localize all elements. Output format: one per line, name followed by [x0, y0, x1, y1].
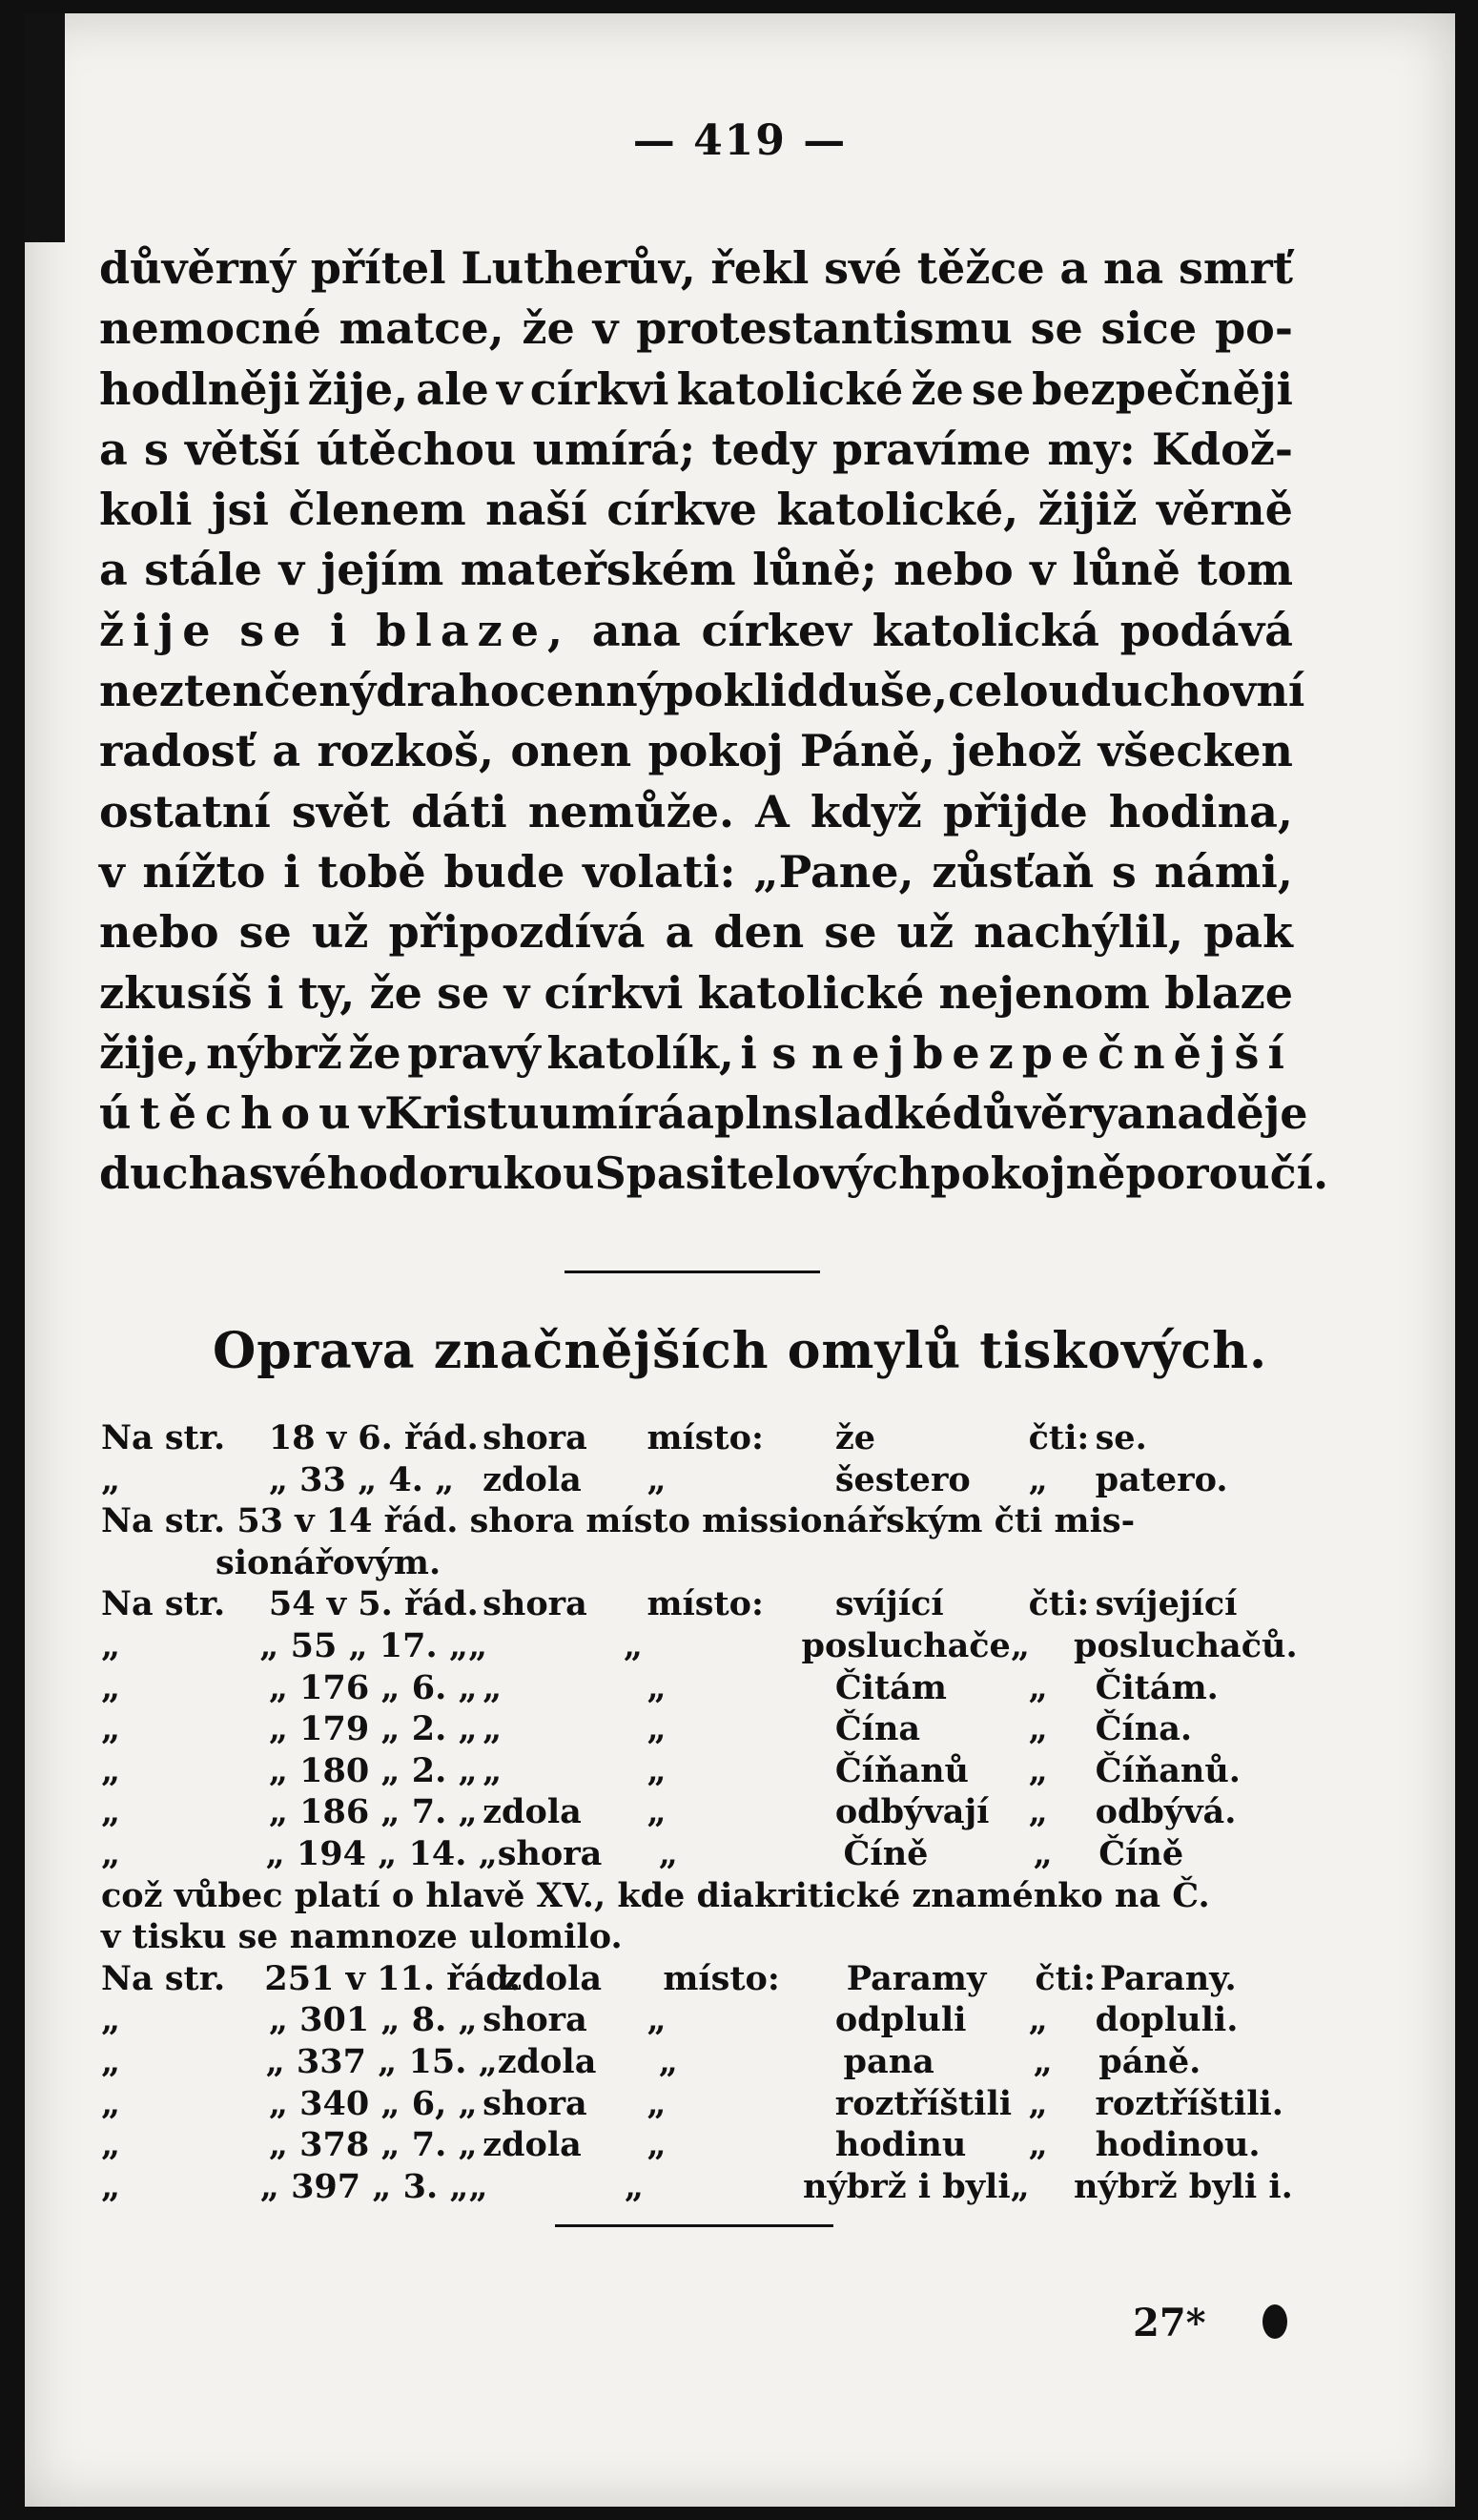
errata-cell: „ — [101, 2083, 121, 2123]
text-line — [99, 540, 1293, 600]
errata-cell: se. — [1095, 1418, 1147, 1457]
errata-cell: shora — [482, 2000, 587, 2040]
errata-cell: „ — [482, 1750, 503, 1790]
errata-cell: „ — [482, 1709, 503, 1749]
errata-cell: „ 179 „ 2. „ — [268, 1709, 478, 1749]
main-paragraph — [99, 238, 1329, 1205]
errata-cell: „ — [1033, 1833, 1053, 1873]
errata-cell: „ — [101, 2125, 121, 2165]
word: hodina, — [1108, 785, 1293, 837]
errata-cell: „ 55 „ 17. „ — [259, 1625, 469, 1665]
text-line — [99, 1023, 1293, 1084]
word: pokoj — [647, 725, 784, 777]
errata-row — [101, 1833, 1283, 1875]
errata-cell: „ — [658, 1833, 678, 1873]
errata-cell: Čitám — [834, 1667, 947, 1707]
text-line — [99, 299, 1293, 359]
word: a — [99, 423, 128, 475]
word: naší — [485, 484, 587, 536]
word: pokojně — [930, 1147, 1126, 1200]
word: připozdívá — [388, 906, 646, 959]
word: pravíme — [831, 423, 1032, 475]
word: mateřském — [460, 544, 736, 596]
text-line — [99, 420, 1293, 480]
word: žijiž — [1037, 484, 1138, 536]
errata-cell: roztříštili. — [1095, 2083, 1283, 2123]
word: všecken — [1098, 725, 1293, 777]
word: nemocné — [99, 302, 321, 355]
errata-row — [101, 1459, 1283, 1501]
errata-row — [101, 1791, 1283, 1833]
errata-cell: „ — [1028, 1667, 1048, 1707]
word: drahocenný — [376, 665, 664, 717]
text-line — [99, 963, 1293, 1023]
errata-cell: „ — [482, 1667, 503, 1707]
errata-cell: odpluli — [834, 2000, 967, 2040]
errata-cell: Čitám. — [1095, 1667, 1219, 1707]
errata-cell: čti: — [1028, 1584, 1090, 1624]
word: nejbezpečnější — [811, 1026, 1293, 1079]
errata-cell: místo: — [663, 1958, 780, 1998]
word: ostatní — [99, 785, 271, 837]
word: své — [824, 242, 903, 294]
word: A — [755, 785, 790, 837]
errata-cell: zdola — [503, 1958, 603, 1998]
word: nebo — [893, 544, 1014, 596]
word: v — [278, 544, 305, 596]
word: Páně, — [799, 725, 935, 777]
errata-cell: posluchačů. — [1074, 1625, 1298, 1665]
word: ale — [416, 362, 489, 415]
word: církve — [606, 484, 757, 536]
word: se — [437, 966, 490, 1019]
errata-cell: 18 v 6. řád. — [268, 1418, 479, 1457]
text-line — [99, 480, 1293, 540]
errata-cell: páně. — [1098, 2041, 1201, 2081]
errata-cell: zdola — [482, 1459, 582, 1499]
errata-row — [101, 1417, 1283, 1459]
word: se — [824, 906, 877, 959]
errata-cell: „ — [468, 2166, 488, 2206]
errata-cell: Na str. — [101, 1418, 226, 1457]
errata-cell: „ — [1028, 1709, 1048, 1749]
errata-cell: shora — [482, 1584, 587, 1624]
word: i — [283, 845, 300, 898]
errata-cell: „ — [647, 2083, 667, 2123]
word: zůsťaň — [932, 845, 1095, 898]
word: poklid — [663, 665, 818, 717]
errata-row — [101, 1875, 1283, 1917]
errata-cell: Parany. — [1099, 1958, 1237, 1998]
word: po- — [1214, 302, 1293, 355]
text-line — [99, 782, 1293, 842]
word: námi, — [1154, 845, 1293, 898]
word: nachýlil, — [974, 906, 1184, 959]
errata-row — [101, 1958, 1283, 2000]
errata-cell: Na str. — [101, 1584, 226, 1624]
errata-cell: místo: — [647, 1418, 764, 1457]
errata-cell: „ 301 „ 8. „ — [268, 2000, 478, 2040]
text-line — [99, 842, 1293, 902]
errata-note: v tisku se namnoze ulomilo. — [101, 1917, 623, 1957]
word: poroučí. — [1125, 1147, 1329, 1200]
word: a — [665, 906, 694, 959]
word: žije, — [307, 362, 409, 415]
word: v — [99, 845, 125, 898]
word: církvi — [529, 362, 669, 415]
errata-cell: „ 176 „ 6. „ — [268, 1667, 478, 1707]
word: těžce — [916, 242, 1045, 294]
word: už — [311, 906, 369, 959]
signature-mark: 27* — [1133, 2301, 1206, 2345]
errata-cell: „ — [101, 2000, 121, 2040]
errata-heading: Oprava značnějších omylů tiskových. — [212, 1322, 1268, 1380]
word: dáti — [411, 785, 507, 837]
word: už — [896, 906, 955, 959]
errata-table — [101, 1417, 1298, 2207]
word: jsi — [212, 484, 270, 536]
word: se — [1030, 302, 1083, 355]
text-line — [99, 721, 1293, 781]
errata-cell: Číňanů. — [1095, 1750, 1241, 1790]
word: katolické — [676, 362, 904, 415]
errata-row — [101, 1583, 1283, 1625]
word: katolická — [872, 604, 1099, 656]
word: nejenom — [938, 966, 1150, 1019]
errata-cell: „ 337 „ 15. „ — [265, 2041, 498, 2081]
word: tom — [1197, 544, 1293, 596]
word: nebo — [99, 906, 219, 959]
word: tobě — [318, 845, 426, 898]
word: s — [771, 1026, 806, 1079]
word: věrně — [1156, 484, 1293, 536]
word: se — [238, 906, 292, 959]
errata-cell: „ — [647, 1750, 667, 1790]
ink-blot — [1262, 2304, 1287, 2339]
errata-row — [101, 1625, 1298, 1667]
word: tedy — [711, 423, 816, 475]
word: pln — [714, 1087, 794, 1140]
errata-cell: „ — [647, 1459, 667, 1499]
word: bude — [443, 845, 565, 898]
word: sladké — [793, 1087, 953, 1140]
errata-cell: 54 v 5. řád. — [268, 1584, 479, 1624]
word: my: — [1047, 423, 1136, 475]
word: i — [330, 604, 356, 656]
errata-row — [101, 1999, 1283, 2041]
word: zkusíš — [99, 966, 253, 1019]
errata-cell: „ 194 „ 14. „ — [265, 1833, 498, 1873]
word: že — [522, 302, 575, 355]
text-line — [99, 601, 1293, 661]
errata-row — [101, 2083, 1283, 2125]
errata-cell: zdola — [482, 1792, 582, 1832]
errata-cell: svíjející — [1095, 1584, 1238, 1624]
errata-note: což vůbec platí o hlavě XV., kde diakritické znaménko na Č. — [101, 1875, 1210, 1915]
section-divider-rule — [565, 1270, 820, 1273]
word: nemůže. — [527, 785, 735, 837]
errata-cell: shora — [482, 1418, 587, 1457]
word: že — [348, 1026, 401, 1079]
word: katolík, — [546, 1026, 734, 1079]
errata-cell: „ — [624, 2166, 644, 2206]
errata-cell: pana — [843, 2041, 934, 2081]
word: když — [810, 785, 922, 837]
errata-cell: zdola — [482, 2125, 582, 2165]
errata-cell: „ — [1028, 2125, 1048, 2165]
word: v — [496, 362, 523, 415]
word: onen — [510, 725, 632, 777]
word: lůně — [1072, 544, 1180, 596]
word: matce, — [339, 302, 504, 355]
word: žije, — [99, 1026, 200, 1079]
word: blaze, — [376, 604, 572, 656]
errata-cell: „ — [623, 1625, 644, 1665]
text-line — [99, 902, 1293, 962]
errata-cell: hodinu — [834, 2125, 967, 2165]
word: den — [713, 906, 805, 959]
text-line — [99, 1144, 1329, 1204]
bottom-divider-rule — [555, 2224, 833, 2227]
errata-cell: šestero — [834, 1459, 971, 1499]
errata-cell: „ — [101, 1625, 121, 1665]
errata-cell: odbývá. — [1095, 1792, 1237, 1832]
errata-cell: „ 180 „ 2. „ — [268, 1750, 478, 1790]
word: útěchou — [99, 1087, 359, 1140]
word: v — [1030, 544, 1056, 596]
word: „Pane, — [753, 845, 914, 898]
errata-cell: 251 v 11. řád. — [264, 1958, 522, 1998]
errata-cell: Číně — [843, 1833, 929, 1873]
word: a — [1117, 1087, 1145, 1140]
errata-cell: roztříštili — [834, 2083, 1013, 2123]
word: do — [387, 1147, 448, 1200]
errata-cell: Na str. — [101, 1958, 226, 1998]
word: na — [1102, 242, 1164, 294]
word: větší — [185, 423, 300, 475]
errata-cell: místo: — [647, 1584, 764, 1624]
word: a — [1059, 242, 1089, 294]
word: i — [266, 966, 284, 1019]
errata-cell: „ — [1028, 1459, 1048, 1499]
book-page — [25, 13, 1455, 2507]
word: lůně; — [752, 544, 877, 596]
errata-row — [101, 2124, 1283, 2166]
word: umírá; — [532, 423, 696, 475]
word: duchovní — [1080, 665, 1305, 717]
errata-cell: „ — [101, 1792, 121, 1832]
word: ty, — [298, 966, 356, 1019]
word: církvi — [544, 966, 684, 1019]
word: neztenčený — [99, 665, 377, 717]
errata-cell: „ — [1028, 2083, 1048, 2123]
word: s — [1111, 845, 1137, 898]
errata-row — [101, 1916, 1283, 1958]
errata-cell: „ — [1028, 1750, 1048, 1790]
word: podává — [1119, 604, 1293, 656]
errata-cell: „ — [1033, 2041, 1053, 2081]
word: ducha — [99, 1147, 249, 1200]
word: se — [239, 604, 310, 656]
word: umírá — [539, 1087, 687, 1140]
word: Kristu — [384, 1087, 540, 1140]
word: přijde — [942, 785, 1088, 837]
errata-row — [101, 1750, 1283, 1792]
word: se — [971, 362, 1025, 415]
errata-cell: „ — [101, 2166, 121, 2206]
word: naděje — [1144, 1087, 1308, 1140]
word: katolické — [697, 966, 925, 1019]
errata-note: sionářovým. — [216, 1542, 441, 1582]
word: církev — [701, 604, 852, 656]
word: katolické, — [776, 484, 1019, 536]
errata-cell: „ 397 „ 3. „ — [259, 2166, 469, 2206]
text-line — [99, 360, 1293, 420]
errata-cell: „ — [101, 1750, 121, 1790]
errata-cell: shora — [482, 2083, 587, 2123]
word: s — [143, 423, 169, 475]
word: bezpečněji — [1032, 362, 1293, 415]
text-line — [99, 238, 1293, 299]
errata-cell: „ — [1028, 1792, 1048, 1832]
word: Kdož- — [1151, 423, 1293, 475]
word: že — [369, 966, 422, 1019]
errata-cell: „ — [101, 2041, 121, 2081]
word: řekl — [710, 242, 810, 294]
word: celou — [948, 665, 1081, 717]
word: svého — [248, 1147, 388, 1200]
errata-cell: čti: — [1028, 1418, 1090, 1457]
errata-cell: „ — [101, 1459, 121, 1499]
errata-row — [101, 2041, 1283, 2083]
errata-row — [101, 1542, 1283, 1584]
word: nížto — [142, 845, 266, 898]
errata-cell: hodinou. — [1095, 2125, 1261, 2165]
errata-cell: „ — [1028, 2000, 1048, 2040]
word: sice — [1100, 302, 1198, 355]
errata-cell: „ — [658, 2041, 678, 2081]
errata-cell: „ 33 „ 4. „ — [268, 1459, 455, 1499]
word: koli — [99, 484, 193, 536]
word: volati: — [583, 845, 736, 898]
word: smrť — [1178, 242, 1293, 294]
word: a — [272, 725, 301, 777]
word: žije — [99, 604, 219, 656]
errata-note: Na str. 53 v 14 řád. shora místo missionářským čti mis- — [101, 1501, 1136, 1541]
word: Lutherův, — [461, 242, 696, 294]
word: jehož — [952, 725, 1082, 777]
errata-cell: „ — [647, 2125, 667, 2165]
errata-cell: čti: — [1035, 1958, 1097, 1998]
errata-cell: „ — [101, 1709, 121, 1749]
errata-cell: Číně — [1098, 1833, 1184, 1873]
page-number: — 419 — — [632, 116, 848, 165]
errata-cell: dopluli. — [1095, 2000, 1239, 2040]
word: v — [592, 302, 619, 355]
errata-cell: Čína. — [1095, 1709, 1193, 1749]
text-line — [99, 1084, 1308, 1144]
word: nýbrž — [206, 1026, 342, 1079]
word: v — [503, 966, 530, 1019]
word: hodlněji — [99, 362, 300, 415]
errata-cell: „ — [1010, 2166, 1030, 2206]
word: duše, — [817, 665, 949, 717]
errata-row — [101, 1500, 1283, 1542]
errata-cell: posluchače — [801, 1625, 1011, 1665]
word: a — [686, 1087, 715, 1140]
errata-cell: patero. — [1095, 1459, 1228, 1499]
errata-cell: odbývají — [834, 1792, 990, 1832]
word: ana — [591, 604, 681, 656]
errata-cell: „ — [647, 1709, 667, 1749]
word: svět — [291, 785, 391, 837]
word: i — [740, 1026, 766, 1079]
word: rukou — [447, 1147, 595, 1200]
errata-row — [101, 1708, 1283, 1750]
text-line — [99, 661, 1305, 721]
errata-cell: shora — [497, 1833, 603, 1873]
errata-cell: že — [834, 1418, 875, 1457]
word: členem — [288, 484, 466, 536]
word: důvěry — [952, 1087, 1118, 1140]
word: přítel — [310, 242, 446, 294]
word: útěchou — [316, 423, 517, 475]
word: jejím — [320, 544, 444, 596]
word: Spasitelových — [594, 1147, 931, 1200]
errata-cell: „ — [647, 2000, 667, 2040]
word: v — [359, 1087, 385, 1140]
errata-cell: zdola — [497, 2041, 597, 2081]
errata-cell: nýbrž byli i. — [1074, 2166, 1293, 2206]
errata-cell: „ — [101, 1667, 121, 1707]
word: rozkoš, — [317, 725, 494, 777]
errata-cell: Čína — [834, 1709, 921, 1749]
errata-cell: svíjící — [834, 1584, 944, 1624]
errata-row — [101, 2166, 1293, 2208]
errata-cell: Číňanů — [834, 1750, 969, 1790]
errata-cell: nýbrž i byli — [803, 2166, 1011, 2206]
errata-cell: „ — [1010, 1625, 1030, 1665]
errata-cell: „ 186 „ 7. „ — [268, 1792, 478, 1832]
word: stále — [144, 544, 262, 596]
word: radosť — [99, 725, 257, 777]
word: pak — [1203, 906, 1293, 959]
errata-cell: „ — [101, 1833, 121, 1873]
errata-cell: „ — [647, 1792, 667, 1832]
errata-cell: „ — [468, 1625, 488, 1665]
word: důvěrný — [99, 242, 297, 294]
errata-cell: „ — [647, 1667, 667, 1707]
errata-cell: „ 340 „ 6, „ — [268, 2083, 478, 2123]
errata-row — [101, 1667, 1283, 1709]
word: a — [99, 544, 128, 596]
word: blaze — [1164, 966, 1293, 1019]
errata-cell: „ 378 „ 7. „ — [268, 2125, 478, 2165]
word: pravý — [407, 1026, 541, 1079]
errata-cell: Paramy — [846, 1958, 987, 1998]
word: protestantismu — [636, 302, 1013, 355]
word: že — [911, 362, 964, 415]
